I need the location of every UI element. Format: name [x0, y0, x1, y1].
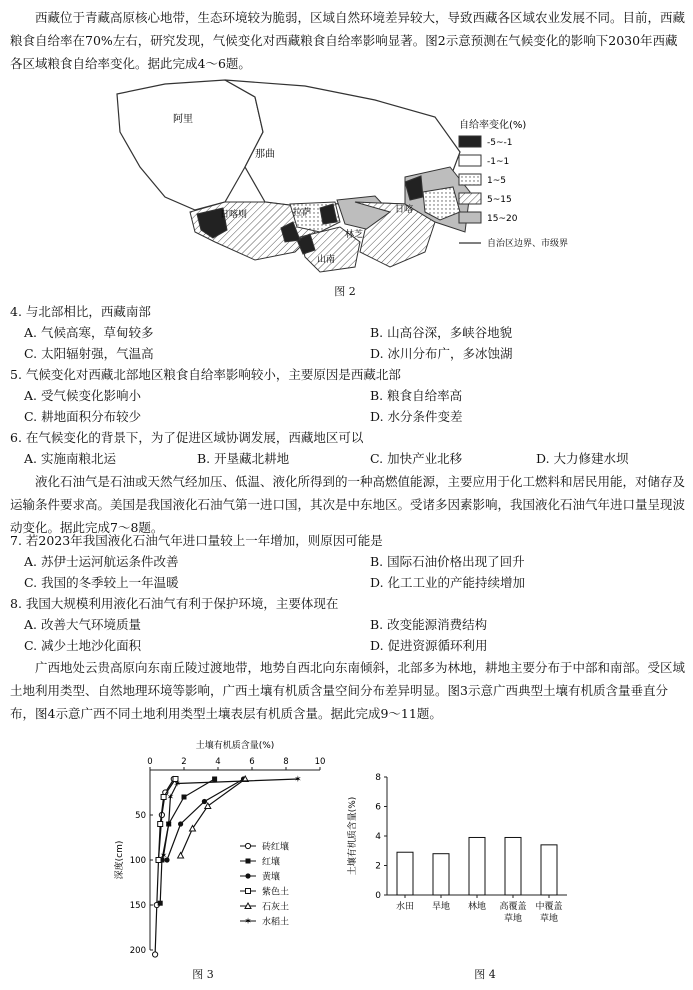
legend-title: 自给率变化(%) — [459, 120, 527, 131]
legend-label-2: -1~1 — [487, 157, 510, 167]
q8-option-b: B. 改变能源消费结构 — [370, 617, 488, 632]
fig3-data-point — [158, 822, 163, 827]
q8-option-a: A. 改善大气环境质量 — [24, 617, 141, 632]
fig3-data-point: ✶ — [294, 775, 302, 785]
legend-swatch-3 — [459, 174, 481, 185]
fig3-data-point — [158, 901, 163, 906]
fig3-y-axis-title: 深度(cm) — [115, 840, 125, 880]
legend-label-5: 15~20 — [487, 214, 518, 224]
fig3-y-tick-label: 100 — [129, 856, 146, 866]
fig4-bar — [541, 845, 557, 895]
fig3-data-point — [153, 952, 158, 957]
map-label-rikaze: 日喀则 — [220, 210, 248, 220]
figure-3-chart — [110, 738, 350, 966]
fig4-x-tick-label: 水田 — [395, 902, 415, 912]
intro-paragraph-2: 液化石油气是石油或天然气经加压、低温、液化所得到的一种高燃值能源，主要应用于化工燃料和居民用能，对储存及运输条件要求高。美国是我国液化石油气第一进口国，其次是中东地区。受诸多因素影响，我国液化石油气年进口量呈现波动变化。据此完成7～8题。 — [10, 474, 686, 535]
fig4-y-tick-label: 8 — [375, 773, 381, 783]
fig3-data-point — [182, 795, 187, 800]
q6-option-a: A. 实施南粮北运 — [24, 451, 116, 466]
fig3-series-line — [155, 779, 174, 955]
q7-option-c: C. 我国的冬季较上一年温暖 — [24, 575, 179, 590]
question-7-stem: 7. 若2023年我国液化石油气年进口量较上一年增加，则原因可能是 — [10, 533, 383, 548]
question-8-stem: 8. 我国大规模利用液化石油气有利于保护环境，主要体现在 — [10, 596, 339, 611]
fig3-y-tick-label: 50 — [135, 811, 146, 821]
fig3-series — [153, 776, 177, 957]
fig4-y-tick-label: 2 — [375, 861, 381, 872]
fig3-data-point — [178, 821, 183, 826]
fig3-legend-label: 砖红壤 — [262, 842, 290, 853]
fig3-legend-label: 水稻土 — [262, 917, 290, 928]
legend-swatch-4 — [459, 193, 481, 204]
q8-option-c: C. 减少土地沙化面积 — [24, 638, 142, 653]
fig3-y-tick-label: 150 — [129, 901, 146, 911]
fig3-x-axis-title: 土壤有机质含量(%) — [195, 741, 275, 751]
q7-option-b: B. 国际石油价格出现了回升 — [370, 554, 525, 569]
q5-option-d: D. 水分条件变差 — [370, 409, 463, 424]
fig4-y-axis-title: 土壤有机质含量(%) — [348, 796, 358, 876]
map-legend — [459, 118, 568, 249]
map-caption: 图 2 — [334, 285, 356, 298]
tibet-map-figure — [105, 72, 605, 302]
fig3-data-point: ✶ — [173, 779, 181, 790]
fig3-legend-marker — [245, 873, 250, 878]
legend-label-1: -5~-1 — [487, 138, 513, 148]
fig4-y-tick-label: 4 — [375, 832, 381, 842]
map-label-rika: 日喀 — [395, 205, 414, 215]
q7-option-a: A. 苏伊士运河航运条件改善 — [24, 554, 179, 569]
legend-label-3: 1~5 — [487, 176, 506, 186]
q4-option-b: B. 山高谷深，多峡谷地貌 — [370, 325, 513, 340]
fig3-x-tick-label: 0 — [147, 757, 153, 767]
fig4-bar — [469, 837, 485, 895]
fig3-data-point — [178, 853, 184, 859]
fig4-x-tick-label: 林地 — [467, 902, 487, 912]
legend-label-4: 5~15 — [487, 195, 512, 205]
legend-swatch-5 — [459, 212, 481, 223]
q6-option-c: C. 加快产业北移 — [370, 451, 463, 466]
legend-boundary-label: 自治区边界、市级界 — [487, 239, 569, 249]
fig4-bar — [397, 852, 413, 895]
map-body — [117, 80, 470, 272]
q7-option-d: D. 化工工业的产能持续增加 — [370, 575, 526, 590]
fig4-x-tick-label: 草地 — [503, 914, 523, 924]
region-ali — [117, 80, 263, 210]
fig3-legend-marker — [246, 859, 251, 864]
q5-option-a: A. 受气候变化影响小 — [24, 388, 141, 403]
q4-option-c: C. 太阳辐射强，气温高 — [24, 346, 154, 361]
fig4-x-tick-label: 旱地 — [431, 902, 451, 912]
fig3-data-point: ✶ — [159, 851, 168, 862]
fig3-x-tick-label: 6 — [249, 757, 255, 767]
fig4-bar — [433, 854, 449, 895]
fig4-x-tick-label: 中覆盖 — [535, 902, 563, 912]
q6-option-b: B. 开垦藏北耕地 — [197, 451, 290, 466]
fig3-legend-label: 黄壤 — [262, 872, 281, 883]
q8-option-d: D. 促进资源循环利用 — [370, 638, 488, 653]
map-label-shannan: 山南 — [317, 255, 336, 265]
fig3-x-tick-label: 10 — [314, 757, 326, 767]
map-label-lasa: 拉萨 — [293, 208, 312, 218]
legend-swatch-2 — [459, 155, 481, 166]
fig3-legend-marker — [246, 889, 251, 894]
fig3-x-tick-label: 4 — [215, 757, 221, 767]
fig3-x-tick-label: 8 — [283, 757, 289, 767]
fig3-legend-label: 石灰土 — [262, 902, 290, 913]
map-label-ali: 阿里 — [173, 114, 193, 125]
legend-swatch-1 — [459, 136, 481, 147]
question-4-stem: 4. 与北部相比，西藏南部 — [10, 304, 151, 319]
fig3-legend-label: 紫色土 — [262, 887, 290, 898]
q4-option-d: D. 冰川分布广，多冰蚀湖 — [370, 346, 513, 361]
fig3-y-tick-label: 200 — [129, 946, 146, 956]
fig3-data-point: ✶ — [164, 820, 173, 830]
q5-option-c: C. 耕地面积分布较少 — [24, 409, 142, 424]
fig3-data-point: ✶ — [166, 793, 175, 803]
map-label-naqu: 那曲 — [255, 149, 275, 160]
fig4-x-tick-label: 高覆盖 — [499, 902, 527, 912]
fig3-series-line — [164, 779, 244, 860]
fig4-bar — [505, 837, 521, 895]
question-5-stem: 5. 气候变化对西藏北部地区粮食自给率影响较小，主要原因是西藏北部 — [10, 367, 401, 382]
fig3-legend-label: 红壤 — [262, 857, 281, 868]
fig4-y-tick-label: 6 — [375, 802, 381, 813]
fig3-legend-marker: ✶ — [244, 917, 252, 927]
fig4-x-tick-label: 草地 — [539, 914, 559, 924]
fig3-series-line — [181, 779, 246, 856]
figure-4-chart — [345, 765, 575, 945]
figure-4-caption: 图 4 — [474, 968, 496, 981]
fig3-data-point — [202, 799, 207, 804]
figure-3-caption: 图 3 — [192, 968, 214, 981]
q5-option-b: B. 粮食自给率高 — [370, 388, 463, 403]
q6-option-d: D. 大力修建水坝 — [536, 451, 629, 466]
fig3-legend-marker — [245, 843, 250, 848]
question-6-stem: 6. 在气候变化的背景下，为了促进区域协调发展，西藏地区可以 — [10, 430, 364, 445]
q4-option-a: A. 气候高寒，草甸较多 — [24, 325, 154, 340]
intro-paragraph-1: 西藏位于青藏高原核心地带，生态环境较为脆弱，区域自然环境差异较大，导致西藏各区域农业发展不同。目前，西藏粮食自给率在70%左右，研究发现，气候变化对西藏粮食自给率影响显著。图2示意预测在气候变化的影响下2030年西藏各区域粮食自给率变化。据此完成4～6题。 — [10, 10, 686, 71]
intro-paragraph-3: 广西地处云贵高原向东南丘陵过渡地带，地势自西北向东南倾斜，北部多为林地，耕地主要分布于中部和南部。受区域土地利用类型、自然地理环境等影响，广西土壤有机质含量空间分布差异明显。图3示意广西典型土壤有机质含量垂直分布，图4示意广西不同土地利用类型土壤表层有机质含量。据此完成9～11题。 — [10, 660, 686, 721]
fig3-data-point — [161, 795, 166, 800]
fig3-data-point — [212, 777, 217, 782]
map-label-linzhi: 林芝 — [345, 230, 364, 240]
fig3-x-tick-label: 2 — [181, 757, 187, 767]
fig4-y-tick-label: 0 — [375, 891, 381, 901]
